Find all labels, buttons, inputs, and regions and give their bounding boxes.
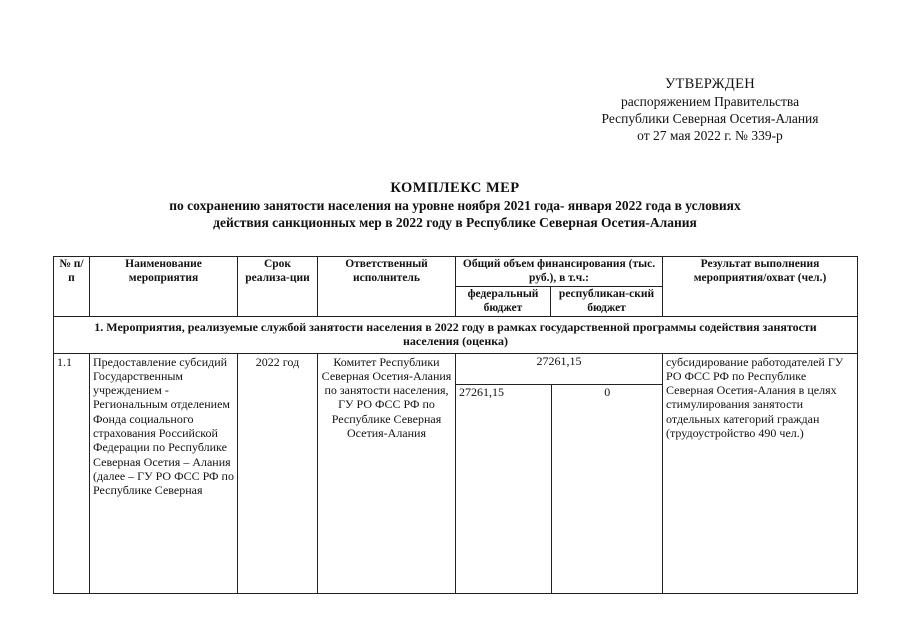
measures-table	[53, 256, 858, 594]
row-republic: 0	[604, 384, 611, 399]
title-line-2: по сохранению занятости населения на уровне ноября 2021 года- января 2022 года в условиях	[169, 198, 741, 213]
row-term: 2022 год	[238, 353, 318, 593]
table-row	[54, 353, 858, 593]
header-funding: Общий объем финансирования (тыс. руб.), в т.ч.:	[456, 257, 663, 287]
row-executor: Комитет Республики Северная Осетия-Алания по занятости населения, ГУ РО ФСС РФ по Республике Северная Осетия-Алания	[318, 353, 456, 593]
document-title	[60, 180, 850, 231]
title-line-1: КОМПЛЕКС МЕР	[390, 180, 520, 196]
row-name: Предоставление субсидий Государственным учреждением - Региональным отделением Фонда социального страхования Российской Федерации по Республике Северная Осетия – Алания (далее – ГУ РО ФСС РФ по Республике Северная	[90, 353, 238, 593]
approval-line-2: Республики Северная Осетия-Алания	[601, 111, 819, 126]
header-term: Срок реализа-ции	[238, 257, 318, 317]
approval-heading: УТВЕРЖДЕН	[664, 76, 756, 92]
row-result: субсидирование работодателей ГУ РО ФСС РФ по Республике Северная Осетия-Алания в целях стимулирования занятости отдельных категорий граждан (трудоустройство 490 чел.)	[663, 353, 858, 593]
header-executor: Ответственный исполнитель	[318, 257, 456, 317]
header-name: Наименование мероприятия	[90, 257, 238, 317]
title-line-3: действия санкционных мер в 2022 году в Республике Северная Осетия-Алания	[213, 215, 697, 230]
approval-line-3: от 27 мая 2022 г. № 339-р	[637, 128, 783, 143]
row-funding-total: 27261,15	[456, 354, 662, 385]
row-funding	[456, 353, 663, 593]
header-num: № п/п	[54, 257, 90, 317]
approval-block	[560, 76, 860, 144]
row-federal: 27261,15	[456, 385, 551, 593]
funding-split	[456, 385, 663, 593]
row-num: 1.1	[54, 353, 90, 593]
header-republic: республикан-ский бюджет	[551, 287, 663, 317]
header-federal: федеральный бюджет	[456, 287, 551, 317]
section-1-heading: 1. Мероприятия, реализуемые службой занятости населения в 2022 году в рамках государственной программы содействия занятости населения (оценка)	[54, 317, 858, 354]
header-result: Результат выполнения мероприятия/охват (чел.)	[663, 257, 858, 317]
approval-line-1: распоряжением Правительства	[620, 94, 800, 109]
